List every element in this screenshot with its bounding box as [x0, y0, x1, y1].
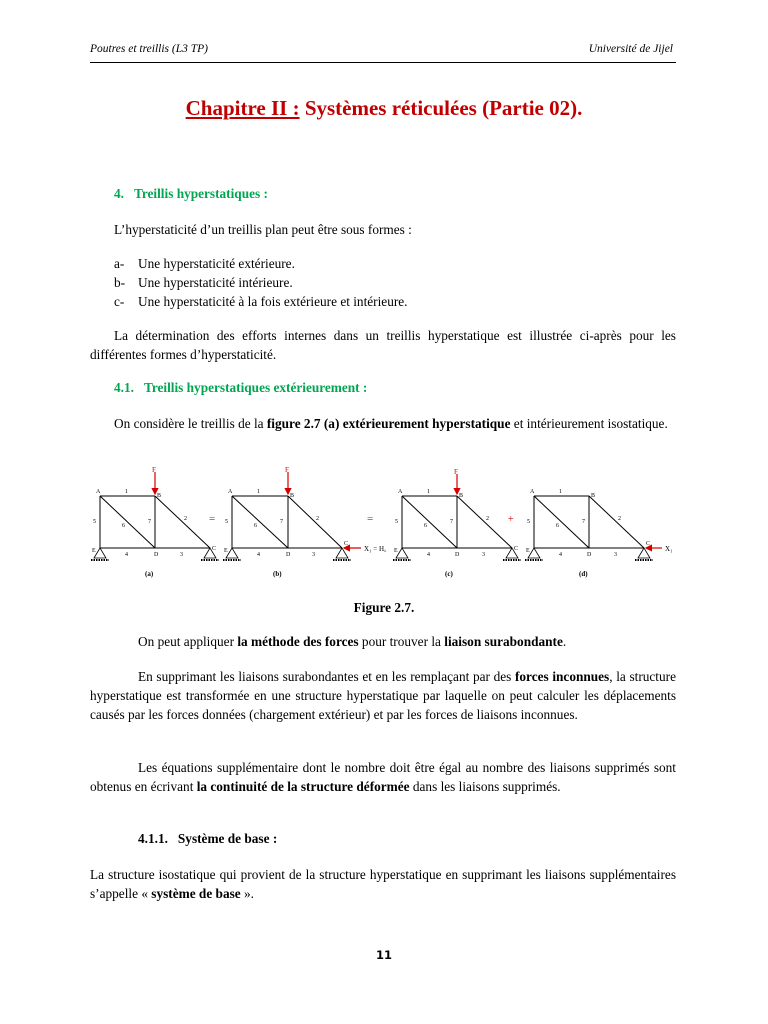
section-411-heading: [138, 831, 277, 847]
section-4-heading: [114, 186, 268, 202]
bar-label: 7: [582, 519, 585, 525]
text-run: Les équations supplémentaire dont le nombre doit être égal au nombre des liaisons supprimés sont obtenus en écrivant: [90, 760, 676, 794]
truss-diagram: [88, 464, 680, 586]
list-marker: c-: [114, 294, 125, 309]
panel-label: (b): [273, 570, 282, 578]
bar-label: 1: [427, 489, 430, 495]
equals-operator: =: [209, 513, 216, 525]
node-label: D: [455, 552, 460, 558]
text-run: On considère le treillis de la: [114, 416, 267, 431]
node-label: B: [290, 493, 295, 499]
header-course: Poutres et treillis (L3 TP): [90, 43, 208, 55]
bar-label: 7: [450, 519, 453, 525]
text-run: En supprimant les liaisons surabondantes et en les remplaçant par des: [138, 669, 515, 684]
bar-label: 1: [257, 489, 260, 495]
text-run: La structure isostatique qui provient de la structure hyperstatique en supprimant les liaisons supplémentaires s’appelle «: [90, 867, 676, 901]
panel-label: (a): [145, 570, 154, 578]
bar-label: 5: [395, 519, 398, 525]
section-411-title: Système de base :: [177, 831, 278, 846]
list-marker: b-: [114, 275, 126, 290]
node-label: C: [212, 546, 217, 552]
text-run: On peut appliquer: [138, 634, 238, 649]
force-label: F: [285, 466, 289, 474]
text-run: ».: [240, 886, 254, 901]
section-41-number: 4.1.: [114, 380, 134, 395]
list-text: Une hyperstaticité extérieure.: [138, 256, 295, 271]
text-run: , la structure hyperstatique est transformée en une structure hyperstatique par laquelle on peut calculer les déplacements causés par les forces données (chargement extérieur) et par les forces de liaisons inconnues.: [90, 669, 676, 722]
force-label: F: [152, 466, 156, 474]
section-41-heading: [114, 380, 367, 396]
node-label: E: [224, 548, 228, 554]
method-paragraph: [90, 632, 676, 651]
bar-label: 5: [93, 519, 96, 525]
chapter-title: [0, 96, 768, 121]
text-run: .: [562, 634, 567, 649]
bar-label: 3: [312, 552, 315, 558]
list-text: Une hyperstaticité à la fois extérieure et intérieure.: [138, 294, 408, 309]
truss-panel-c: [393, 468, 521, 578]
node-label: D: [587, 552, 592, 558]
bar-label: 4: [125, 552, 128, 558]
bar-label: 1: [125, 489, 128, 495]
equations-paragraph: [90, 758, 676, 796]
node-label: C: [344, 541, 349, 547]
list-item: [114, 292, 408, 311]
list-text: Une hyperstaticité intérieure.: [138, 275, 293, 290]
bar-label: 2: [486, 516, 489, 522]
node-label: C: [646, 541, 651, 547]
node-label: A: [228, 489, 233, 495]
bar-label: 7: [148, 519, 151, 525]
bar-label: 5: [225, 519, 228, 525]
truss-panel-a: [91, 466, 219, 578]
bar-label: 2: [184, 516, 187, 522]
bar-label: 7: [280, 519, 283, 525]
forms-list: [114, 254, 408, 311]
text-run: dans les liaisons supprimés.: [409, 779, 561, 794]
bar-label: 3: [180, 552, 183, 558]
bar-label: 1: [559, 489, 562, 495]
node-label: B: [591, 493, 596, 499]
list-item: [114, 273, 408, 292]
emphasis: système de base: [151, 886, 241, 901]
plus-operator: +: [508, 514, 514, 525]
bar-label: 6: [556, 523, 559, 529]
emphasis: forces inconnues: [514, 669, 610, 684]
truss-panel-b: [223, 466, 387, 578]
node-label: B: [157, 493, 162, 499]
section-4-title: Treillis hyperstatiques :: [133, 186, 268, 201]
node-label: D: [286, 552, 291, 558]
bar-label: 4: [257, 552, 260, 558]
bar-label: 4: [427, 552, 430, 558]
node-label: E: [526, 548, 530, 554]
bar-label: 6: [254, 523, 257, 529]
bar-label: 2: [618, 516, 621, 522]
panel-label: (c): [445, 570, 453, 578]
node-label: C: [514, 546, 519, 552]
emphasis: la continuité de la structure déformée: [196, 779, 410, 794]
page-number: 11: [375, 948, 392, 962]
force-label: F: [454, 468, 458, 476]
emphasis: la méthode des forces: [237, 634, 359, 649]
figure-2-7: [88, 464, 680, 586]
bar-label: 6: [122, 523, 125, 529]
consider-paragraph: [90, 414, 676, 433]
list-item: [114, 254, 408, 273]
node-label: A: [530, 489, 535, 495]
text-run: et intérieurement isostatique.: [510, 416, 668, 431]
header-rule: [90, 62, 676, 63]
node-label: B: [459, 493, 464, 499]
reaction-label: X₁: [665, 545, 673, 553]
determination-paragraph: La détermination des efforts internes dans un treillis hyperstatique est illustrée ci-après pour les différentes formes d’hyperstaticité.: [90, 328, 676, 362]
section-411-number: 4.1.1.: [138, 831, 168, 846]
base-system-paragraph: [90, 865, 676, 903]
chapter-name: Systèmes réticulées (Partie 02).: [299, 96, 583, 120]
chapter-label: Chapitre II :: [185, 96, 300, 120]
bar-label: 3: [482, 552, 485, 558]
reaction-label: X₁ = H꜀: [364, 545, 387, 553]
emphasis: liaison surabondante: [444, 634, 563, 649]
section-41-title: Treillis hyperstatiques extérieurement :: [143, 380, 368, 395]
figure-caption: Figure 2.7.: [353, 600, 415, 615]
bar-label: 6: [424, 523, 427, 529]
suppress-paragraph: [90, 667, 676, 724]
node-label: A: [96, 489, 101, 495]
section-4-number: 4.: [114, 186, 124, 201]
list-marker: a-: [114, 256, 125, 271]
truss-panel-d: [525, 489, 673, 578]
bar-label: 3: [614, 552, 617, 558]
header-university: Université de Jijel: [588, 43, 673, 55]
node-label: D: [154, 552, 159, 558]
figure-reference: figure 2.7 (a) extérieurement hyperstatique: [266, 416, 511, 431]
intro-paragraph: L’hyperstaticité d’un treillis plan peut être sous formes :: [114, 222, 412, 237]
bar-label: 2: [316, 516, 319, 522]
bar-label: 4: [559, 552, 562, 558]
panel-label: (d): [579, 570, 588, 578]
node-label: E: [394, 548, 398, 554]
text-run: pour trouver la: [358, 634, 445, 649]
equals-operator: =: [367, 513, 374, 525]
node-label: A: [398, 489, 403, 495]
bar-label: 5: [527, 519, 530, 525]
node-label: E: [92, 548, 96, 554]
